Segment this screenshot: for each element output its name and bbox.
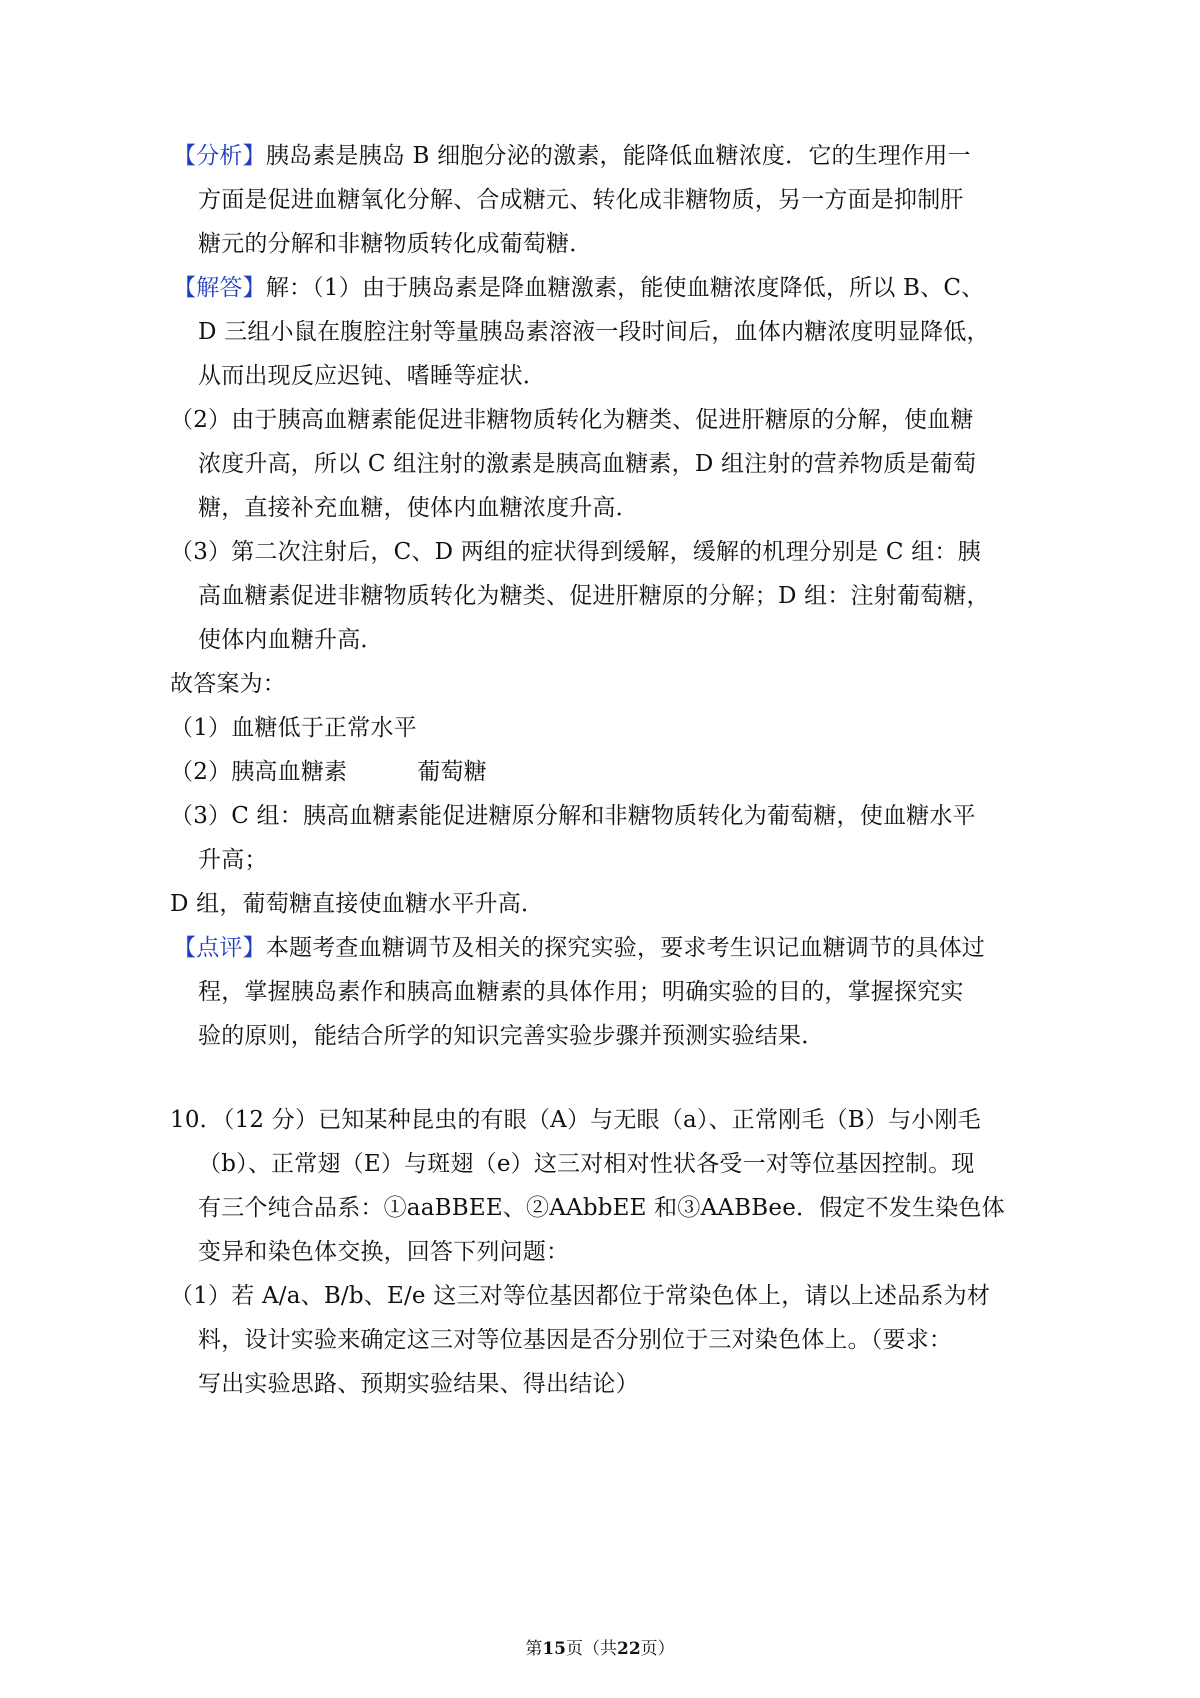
analysis-tag: 【分析】 — [173, 143, 266, 169]
answer-item-2a: （2）胰高血糖素 — [170, 759, 348, 785]
answer-line-2: D 三组小鼠在腹腔注射等量胰岛素溶液一段时间后，血体内糖浓度明显降低， — [198, 319, 990, 345]
answer-line-1 — [173, 273, 984, 303]
footer-suffix: 页） — [640, 1639, 675, 1659]
answer-line-6: 糖，直接补充血糖，使体内血糖浓度升高． — [198, 495, 639, 521]
question10-line-2: （b）、正常翅（E）与斑翅（e）这三对相对性状各受一对等位基因控制。现 — [198, 1151, 975, 1177]
answer-line-8: 高血糖素促进非糖物质转化为糖类、促进肝糖原的分解；D 组：注射葡萄糖， — [198, 583, 990, 609]
answer-line-15: D 组，葡萄糖直接使血糖水平升高． — [170, 891, 545, 917]
question10-line-1: 10．（12 分）已知某种昆虫的有眼（A）与无眼（a）、正常刚毛（B）与小刚毛 — [170, 1107, 981, 1133]
answer-line-5: 浓度升高，所以 C 组注射的激素是胰高血糖素，D 组注射的营养物质是葡萄 — [198, 451, 977, 477]
comment-line-1 — [173, 933, 985, 963]
answer-line-3: 从而出现反应迟钝、嗜睡等症状． — [198, 363, 546, 389]
answer-line-4: （2）由于胰高血糖素能促进非糖物质转化为糖类、促进肝糖原的分解，使血糖 — [170, 407, 974, 433]
question10-line-6: 料，设计实验来确定这三对等位基因是否分别位于三对染色体上。（要求： — [198, 1327, 953, 1353]
answer-text: 解：（1）由于胰岛素是降血糖激素，能使血糖浓度降低，所以 B、C、 — [265, 275, 985, 301]
question10-line-5: （1）若 A/a、B/b、E/e 这三对等位基因都位于常染色体上，请以上述品系为材 — [170, 1283, 991, 1309]
answer-tag: 【解答】 — [173, 275, 266, 301]
answer-line-11: （1）血糖低于正常水平 — [170, 715, 417, 741]
analysis-line-2: 方面是促进血糖氧化分解、合成糖元、转化成非糖物质，另一方面是抑制肝 — [198, 187, 964, 213]
footer-total-pages: 22 — [617, 1639, 641, 1659]
comment-line-3: 验的原则，能结合所学的知识完善实验步骤并预测实验结果． — [198, 1023, 825, 1049]
answer-line-12 — [170, 757, 487, 787]
answer-line-7: （3）第二次注射后，C、D 两组的症状得到缓解，缓解的机理分别是 C 组：胰 — [170, 539, 981, 565]
page-footer — [0, 1638, 1200, 1660]
comment-text: 本题考查血糖调节及相关的探究实验，要求考生识记血糖调节的具体过 — [265, 935, 986, 961]
comment-line-2: 程，掌握胰岛素作和胰高血糖素的具体作用；明确实验的目的，掌握探究实 — [198, 979, 964, 1005]
question10-line-7: 写出实验思路、预期实验结果、得出结论） — [198, 1371, 639, 1397]
footer-prefix: 第 — [525, 1639, 543, 1659]
question10-line-4: 变异和染色体交换，回答下列问题： — [198, 1239, 570, 1265]
answer-line-13: （3）C 组：胰高血糖素能促进糖原分解和非糖物质转化为葡萄糖，使血糖水平 — [170, 803, 976, 829]
analysis-line-1 — [173, 141, 971, 171]
answer-line-14: 升高； — [198, 847, 268, 873]
footer-middle: 页（共 — [566, 1639, 617, 1659]
analysis-line-3: 糖元的分解和非糖物质转化成葡萄糖． — [198, 231, 593, 257]
question10-line-3: 有三个纯合品系：①aaBBEE、②AAbbEE 和③AABBee．假定不发生染色体 — [198, 1195, 1005, 1221]
answer-line-9: 使体内血糖升高． — [198, 627, 384, 653]
comment-tag: 【点评】 — [173, 935, 266, 961]
answer-line-10: 故答案为： — [170, 671, 286, 697]
analysis-text: 胰岛素是胰岛 B 细胞分泌的激素，能降低血糖浓度．它的生理作用一 — [265, 143, 971, 169]
footer-page-number: 15 — [542, 1639, 566, 1659]
answer-item-2b: 葡萄糖 — [417, 759, 487, 785]
